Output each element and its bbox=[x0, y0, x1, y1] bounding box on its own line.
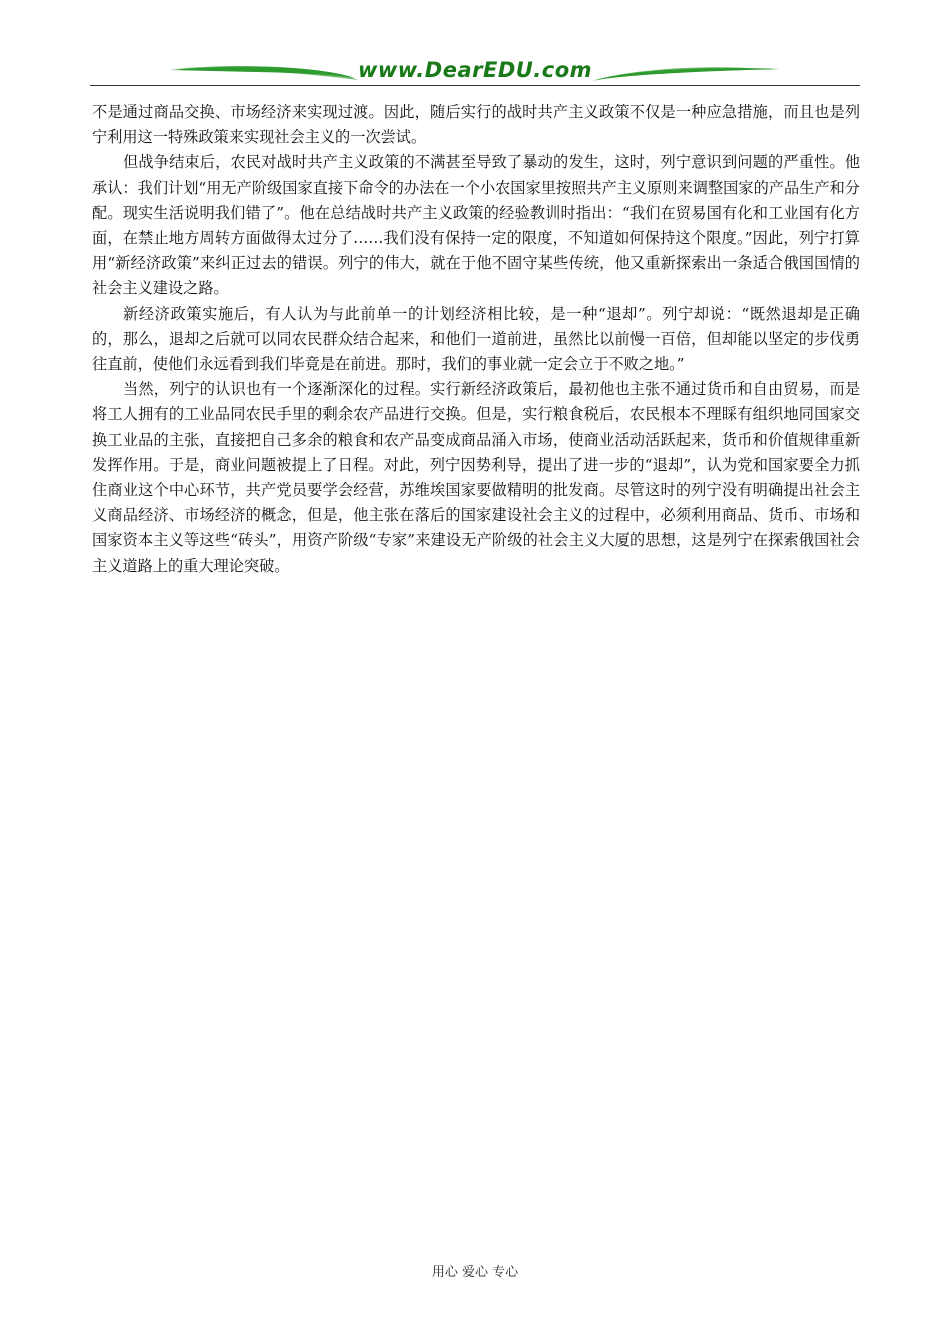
page-footer: 用心 爱心 专心 bbox=[431, 1265, 519, 1280]
paragraph-3: 新经济政策实施后，有人认为与此前单一的计划经济相比较，是一种“退却”。列宁却说：“既然退却是正确的，那么，退却之后就可以同农民群众结合起来，和他们一道前进，虽然比以前慢一百倍，但却能以坚定的步伐勇往直前，使他们永远看到我们毕竟是在前进。那时，我们的事业就一定会立于不败之地。” bbox=[92, 304, 860, 374]
document-body bbox=[92, 100, 860, 579]
page-header bbox=[90, 56, 860, 90]
paragraph-2: 但战争结束后，农民对战时共产主义政策的不满甚至导致了暴动的发生，这时，列宁意识到问题的严重性。他承认：我们计划“用无产阶级国家直接下命令的办法在一个小农国家里按照共产主义原则来调整国家的产品生产和分配。现实生活说明我们错了”。他在总结战时共产主义政策的经验教训时指出：“我们在贸易国有化和工业国有化方面，在禁止地方周转方面做得太过分了……我们没有保持一定的限度，不知道如何保持这个限度。”因此，列宁打算用“新经济政策”来纠正过去的错误。列宁的伟大，就在于他不固守某些传统，他又重新探索出一条适合俄国国情的社会主义建设之路。 bbox=[92, 153, 860, 298]
paragraph-1: 不是通过商品交换、市场经济来实现过渡。因此，随后实行的战时共产主义政策不仅是一种应急措施，而且也是列宁利用这一特殊政策来实现社会主义的一次尝试。 bbox=[92, 103, 860, 147]
header-divider bbox=[90, 85, 860, 86]
site-name[interactable]: www.DearEDU.com bbox=[357, 58, 593, 82]
paragraph-4: 当然，列宁的认识也有一个逐渐深化的过程。实行新经济政策后，最初他也主张不通过货币和自由贸易，而是将工人拥有的工业品同农民手里的剩余农产品进行交换。但是，实行粮食税后，农民根本不理睬有组织地同国家交换工业品的主张，直接把自己多余的粮食和农产品变成商品涌入市场，使商业活动活跃起来，货币和价值规律重新发挥作用。于是，商业问题被提上了日程。对此，列宁因势利导，提出了进一步的“退却”，认为党和国家要全力抓住商业这个中心环节，共产党员要学会经营，苏维埃国家要做精明的批发商。尽管这时的列宁没有明确提出社会主义商品经济、市场经济的概念，但是，他主张在落后的国家建设社会主义的过程中，必须利用商品、货币、市场和国家资本主义等这些“砖头”，用资产阶级“专家”来建设无产阶级的社会主义大厦的思想，这是列宁在探索俄国社会主义道路上的重大理论突破。 bbox=[92, 380, 860, 575]
